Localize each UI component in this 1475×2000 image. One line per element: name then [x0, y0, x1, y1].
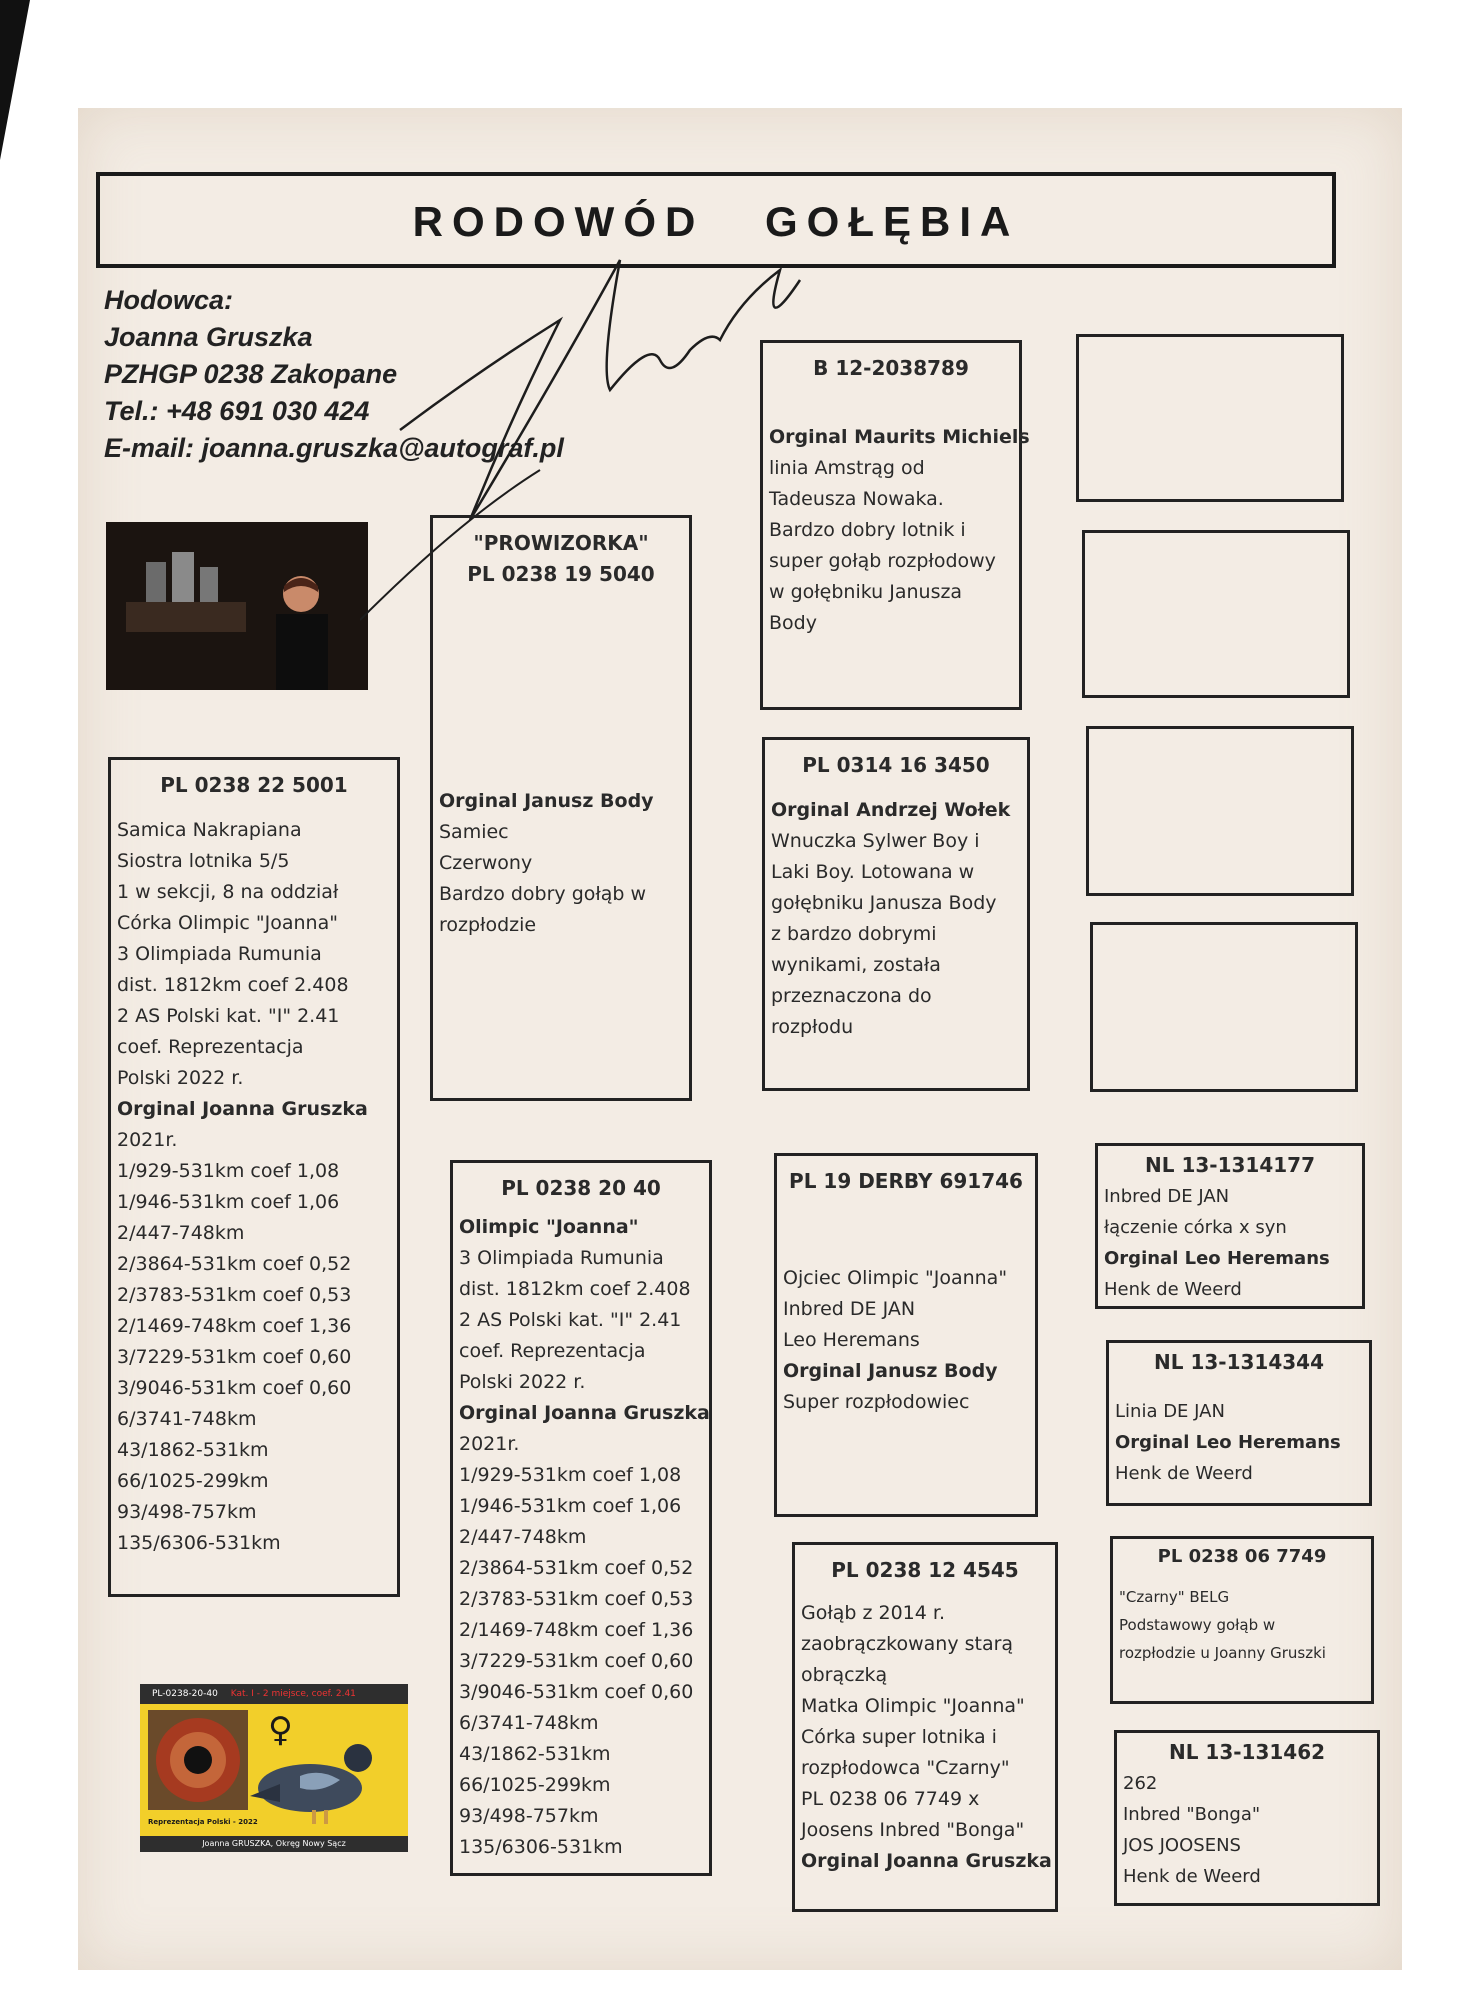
detail-line: Tadeusza Nowaka. — [769, 488, 944, 510]
detail-line: Orginal Leo Heremans — [1104, 1248, 1330, 1269]
detail-line: rozpłodowca "Czarny" — [801, 1757, 1010, 1779]
breeder-email: E-mail: joanna.gruszka@autograf.pl — [104, 433, 564, 463]
great-grandparent-4-details — [1123, 1768, 1371, 1892]
detail-line: 3/7229-531km coef 0,60 — [117, 1346, 352, 1368]
detail-line: 3/7229-531km coef 0,60 — [459, 1650, 694, 1672]
detail-line: 2021r. — [117, 1129, 178, 1151]
detail-line: łączenie córka x syn — [1104, 1217, 1287, 1238]
detail-line: 3 Olimpiada Rumunia — [459, 1247, 664, 1269]
detail-line: 3 Olimpiada Rumunia — [117, 943, 322, 965]
detail-line: Wnuczka Sylwer Boy i — [771, 830, 980, 852]
detail-line: Orginal Janusz Body — [783, 1360, 998, 1382]
mother-details — [459, 1212, 710, 1863]
detail-line: 2/3783-531km coef 0,53 — [117, 1284, 352, 1306]
detail-line: Inbred DE JAN — [1104, 1186, 1230, 1207]
detail-line: Orginal Joanna Gruszka — [459, 1402, 710, 1424]
great-grandparent-3-ring: PL 0238 06 7749 — [1157, 1546, 1327, 1567]
detail-line: Orginal Maurits Michiels — [769, 426, 1030, 448]
detail-line: Body — [769, 612, 817, 634]
empty-box-1 — [1076, 334, 1344, 502]
detail-line: Córka Olimpic "Joanna" — [117, 912, 338, 934]
grandparent-4-ring: PL 0238 12 4545 — [831, 1558, 1019, 1582]
detail-line: Gołąb z 2014 r. — [801, 1602, 946, 1624]
subject-details — [117, 815, 391, 1559]
mother-box — [450, 1160, 712, 1876]
detail-line: rozpłodu — [771, 1016, 854, 1038]
great-grandparent-box-3 — [1110, 1536, 1374, 1704]
detail-line: 66/1025-299km — [459, 1774, 611, 1796]
great-grandparent-2-ring: NL 13-1314344 — [1154, 1350, 1324, 1374]
card-team: Reprezentacja Polski - 2022 — [148, 1818, 258, 1826]
father-details — [439, 786, 683, 941]
grandparent-3-ring: PL 19 DERBY 691746 — [789, 1169, 1023, 1193]
scan-corner-shadow — [0, 0, 30, 160]
detail-line: w gołębniku Janusza — [769, 581, 963, 603]
detail-line: 1/946-531km coef 1,06 — [117, 1191, 340, 1213]
grandparent-3-details — [783, 1263, 1029, 1418]
card-note: Kat. I - 2 miejsce, coef. 2.41 — [230, 1689, 356, 1699]
grandparent-2-details — [771, 795, 1021, 1043]
detail-line: 2/447-748km — [459, 1526, 587, 1548]
detail-line: Polski 2022 r. — [117, 1067, 244, 1089]
detail-line: Matka Olimpic "Joanna" — [801, 1695, 1025, 1717]
detail-line: wynikami, została — [771, 954, 941, 976]
detail-line: Leo Heremans — [783, 1329, 920, 1351]
detail-line: Córka super lotnika i — [801, 1726, 997, 1748]
detail-line: Inbred DE JAN — [783, 1298, 916, 1320]
detail-line: 135/6306-531km — [117, 1532, 281, 1554]
detail-line: Podstawowy gołąb w — [1119, 1616, 1276, 1634]
grandparent-box-1 — [760, 340, 1030, 710]
detail-line: JOS JOOSENS — [1123, 1835, 1241, 1856]
detail-line: 3/9046-531km coef 0,60 — [117, 1377, 352, 1399]
detail-line: Bardzo dobry lotnik i — [769, 519, 966, 541]
father-box — [430, 515, 692, 1101]
empty-box-2 — [1082, 530, 1350, 698]
great-grandparent-1-details — [1104, 1181, 1356, 1305]
detail-line: Siostra lotnika 5/5 — [117, 850, 290, 872]
detail-line: gołębniku Janusza Body — [771, 892, 997, 914]
detail-line: Bardzo dobry gołąb w — [439, 883, 647, 905]
detail-line: przeznaczona do — [771, 985, 932, 1007]
grandparent-2-ring: PL 0314 16 3450 — [802, 753, 990, 777]
detail-line: 2/1469-748km coef 1,36 — [459, 1619, 694, 1641]
detail-line: 43/1862-531km — [459, 1743, 611, 1765]
detail-line: Polski 2022 r. — [459, 1371, 586, 1393]
detail-line: Laki Boy. Lotowana w — [771, 861, 975, 883]
detail-line: dist. 1812km coef 2.408 — [459, 1278, 691, 1300]
detail-line: 6/3741-748km — [459, 1712, 599, 1734]
detail-line: 135/6306-531km — [459, 1836, 623, 1858]
detail-line: Samica Nakrapiana — [117, 819, 302, 841]
empty-box-4 — [1090, 922, 1358, 1092]
detail-line: 3/9046-531km coef 0,60 — [459, 1681, 694, 1703]
empty-box-3 — [1086, 726, 1354, 896]
detail-line: 1/929-531km coef 1,08 — [117, 1160, 340, 1182]
detail-line: 2 AS Polski kat. "I" 2.41 — [117, 1005, 340, 1027]
detail-line: zaobrączkowany starą — [801, 1633, 1014, 1655]
detail-line: Joosens Inbred "Bonga" — [801, 1819, 1025, 1841]
detail-line: 2021r. — [459, 1433, 520, 1455]
breeder-club: PZHGP 0238 Zakopane — [104, 359, 398, 389]
great-grandparent-3-details — [1119, 1583, 1365, 1667]
detail-line: 2 AS Polski kat. "I" 2.41 — [459, 1309, 682, 1331]
detail-line: coef. Reprezentacja — [459, 1340, 646, 1362]
detail-line: 93/498-757km — [117, 1501, 257, 1523]
detail-line: 1 w sekcji, 8 na oddział — [117, 881, 339, 903]
detail-line: Samiec — [439, 821, 509, 843]
detail-line: Inbred "Bonga" — [1123, 1804, 1261, 1825]
detail-line: Orginal Joanna Gruszka — [117, 1098, 368, 1120]
detail-line: 2/3864-531km coef 0,52 — [117, 1253, 352, 1275]
detail-line: 1/929-531km coef 1,08 — [459, 1464, 682, 1486]
pigeon-image — [240, 1718, 390, 1828]
great-grandparent-box-2 — [1106, 1340, 1372, 1506]
card-footer: Joanna GRUSZKA, Okręg Nowy Sącz — [202, 1839, 346, 1848]
pigeon-eye-image — [148, 1710, 248, 1810]
detail-line: Orginal Andrzej Wołek — [771, 799, 1011, 821]
detail-line: Czerwony — [439, 852, 533, 874]
grandparent-4-details — [801, 1598, 1052, 1877]
female-symbol: ♀ — [268, 1710, 293, 1750]
great-grandparent-box-4 — [1114, 1730, 1380, 1906]
detail-line: Henk de Weerd — [1115, 1463, 1253, 1484]
detail-line: Orginal Leo Heremans — [1115, 1432, 1341, 1453]
detail-line: Super rozpłodowiec — [783, 1391, 970, 1413]
detail-line: rozpłodzie u Joanny Gruszki — [1119, 1644, 1326, 1662]
detail-line: super gołąb rozpłodowy — [769, 550, 996, 572]
detail-line: 262 — [1123, 1773, 1158, 1794]
great-grandparent-1-ring: NL 13-1314177 — [1145, 1153, 1315, 1177]
detail-line: 2/3783-531km coef 0,53 — [459, 1588, 694, 1610]
detail-line: 2/447-748km — [117, 1222, 245, 1244]
detail-line: Orginal Joanna Gruszka — [801, 1850, 1052, 1872]
great-grandparent-4-ring: NL 13-131462 — [1168, 1740, 1326, 1764]
detail-line: z bardzo dobrymi — [771, 923, 937, 945]
pigeon-card — [140, 1684, 408, 1852]
mother-ring: PL 0238 20 40 — [501, 1176, 661, 1200]
breeder-label: Hodowca: — [104, 285, 234, 315]
card-ring: PL-0238-20-40 — [152, 1689, 218, 1699]
detail-line: 6/3741-748km — [117, 1408, 257, 1430]
detail-line: Henk de Weerd — [1123, 1866, 1261, 1887]
detail-line: 43/1862-531km — [117, 1439, 269, 1461]
father-name: "PROWIZORKA" — [473, 531, 649, 555]
detail-line: 66/1025-299km — [117, 1470, 269, 1492]
grandparent-box-3 — [774, 1153, 1038, 1517]
page-title: RODOWÓD GOŁĘBIA — [412, 198, 1020, 245]
great-grandparent-2-details — [1115, 1396, 1363, 1489]
detail-line: linia Amstrąg od — [769, 457, 925, 479]
grandparent-box-4 — [792, 1542, 1058, 1912]
detail-line: Ojciec Olimpic "Joanna" — [783, 1267, 1008, 1289]
father-ring: PL 0238 19 5040 — [467, 562, 655, 586]
detail-line: PL 0238 06 7749 x — [801, 1788, 980, 1810]
detail-line: 2/3864-531km coef 0,52 — [459, 1557, 694, 1579]
breeder-name: Joanna Gruszka — [104, 322, 313, 352]
detail-line: dist. 1812km coef 2.408 — [117, 974, 349, 996]
grandparent-box-2 — [762, 737, 1030, 1091]
detail-line: 2/1469-748km coef 1,36 — [117, 1315, 352, 1337]
detail-line: rozpłodzie — [439, 914, 537, 936]
breeder-photo — [106, 522, 368, 690]
subject-box — [108, 757, 400, 1597]
detail-line: "Czarny" BELG — [1119, 1588, 1230, 1606]
grandparent-1-ring: B 12-2038789 — [813, 356, 969, 380]
detail-line: obrączką — [801, 1664, 888, 1686]
detail-line: Orginal Janusz Body — [439, 790, 654, 812]
detail-line: 93/498-757km — [459, 1805, 599, 1827]
detail-line: Olimpic "Joanna" — [459, 1216, 639, 1238]
grandparent-1-details — [769, 422, 1030, 639]
breeder-phone: Tel.: +48 691 030 424 — [104, 396, 370, 426]
detail-line: Henk de Weerd — [1104, 1279, 1242, 1300]
detail-line: 1/946-531km coef 1,06 — [459, 1495, 682, 1517]
detail-line: coef. Reprezentacja — [117, 1036, 304, 1058]
great-grandparent-box-1 — [1095, 1143, 1365, 1309]
subject-ring: PL 0238 22 5001 — [160, 773, 348, 797]
detail-line: Linia DE JAN — [1115, 1401, 1225, 1422]
